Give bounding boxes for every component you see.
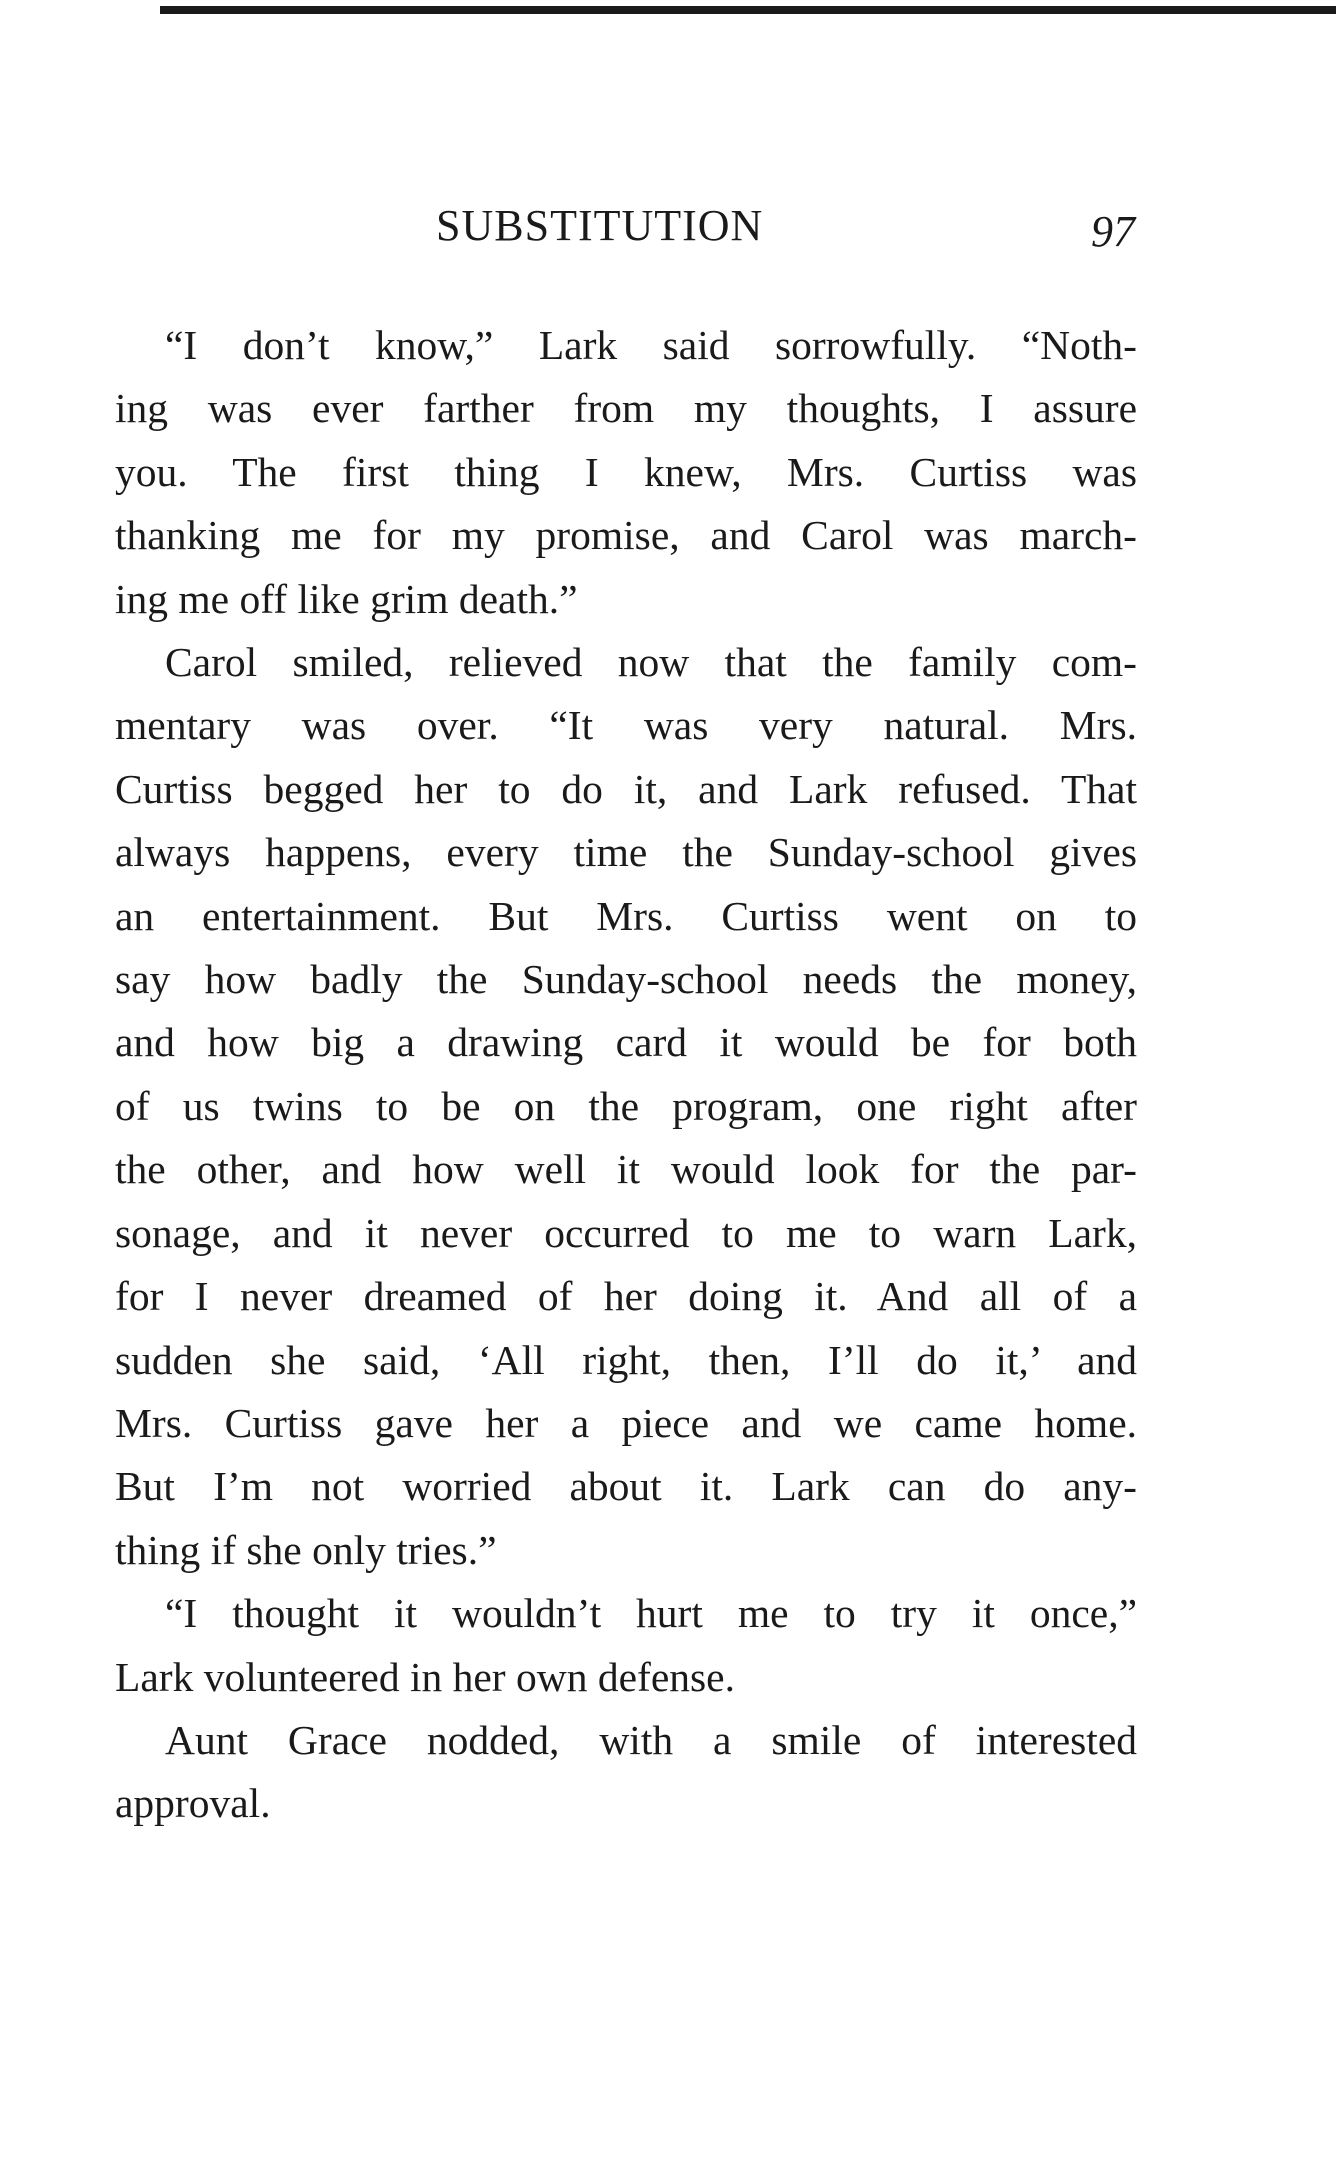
text-line: sonage, and it never occurred to me to warn Lark, bbox=[115, 1209, 1137, 1256]
text-line: the other, and how well it would look for the par- bbox=[115, 1146, 1137, 1193]
text-line: ing was ever farther from my thoughts, I assure bbox=[115, 385, 1137, 432]
text-line: sudden she said, ‘All right, then, I’ll do it,’ and bbox=[115, 1336, 1137, 1383]
text-line: Mrs. Curtiss gave her a piece and we came home. bbox=[115, 1399, 1137, 1446]
text-line: an entertainment. But Mrs. Curtiss went on to bbox=[115, 892, 1137, 939]
text-line: and how big a drawing card it would be for both bbox=[115, 1019, 1137, 1066]
text-line: say how badly the Sunday-school needs the money, bbox=[115, 956, 1137, 1003]
text-line: always happens, every time the Sunday-school gives bbox=[115, 829, 1137, 876]
body-text bbox=[115, 314, 1137, 1836]
text-line: But I’m not worried about it. Lark can do any- bbox=[115, 1463, 1137, 1510]
text-line: thing if she only tries.” bbox=[115, 1526, 497, 1573]
page-header bbox=[115, 200, 1140, 270]
paragraph-4 bbox=[115, 1709, 1137, 1836]
text-line: thanking me for my promise, and Carol was march- bbox=[115, 512, 1137, 559]
text-line: you. The first thing I knew, Mrs. Curtiss was bbox=[115, 448, 1137, 495]
paragraph-1 bbox=[115, 314, 1137, 631]
page-number: 97 bbox=[1091, 207, 1135, 256]
paragraph-2 bbox=[115, 631, 1137, 1582]
text-line: ing me off like grim death.” bbox=[115, 575, 578, 622]
top-edge-rule bbox=[0, 0, 1336, 14]
text-line: for I never dreamed of her doing it. And all of a bbox=[115, 1273, 1137, 1320]
text-line: Curtiss begged her to do it, and Lark refused. That bbox=[115, 765, 1137, 812]
text-line: Aunt Grace nodded, with a smile of interested bbox=[165, 1716, 1137, 1763]
text-line: “I don’t know,” Lark said sorrowfully. “Noth- bbox=[165, 322, 1137, 368]
text-line: Carol smiled, relieved now that the family com- bbox=[165, 639, 1137, 686]
text-line: mentary was over. “It was very natural. Mrs. bbox=[115, 702, 1137, 749]
paragraph-3 bbox=[115, 1582, 1137, 1709]
text-line: “I thought it wouldn’t hurt me to try it once,” bbox=[165, 1590, 1137, 1637]
text-line: approval. bbox=[115, 1780, 271, 1827]
text-line: of us twins to be on the program, one right after bbox=[115, 1082, 1137, 1129]
running-head: SUBSTITUTION bbox=[436, 201, 764, 250]
text-line: Lark volunteered in her own defense. bbox=[115, 1653, 735, 1700]
